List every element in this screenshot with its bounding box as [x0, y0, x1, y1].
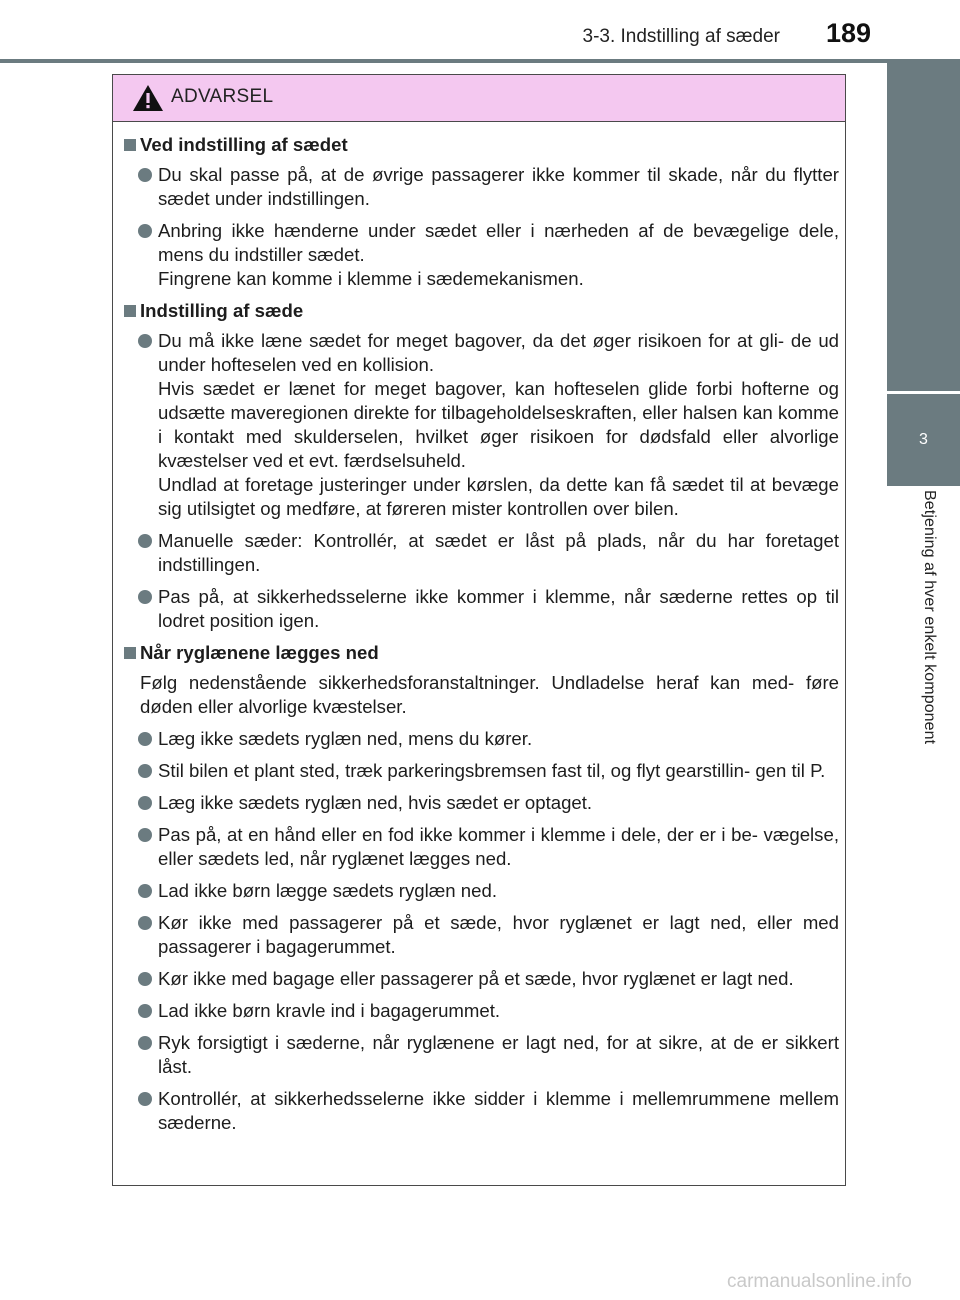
bullet-text: Undlad at foretage justeringer under kørslen, da dette kan få sædet til at bevæge sig utilsigtet og medføre, at føreren mister kontrollen over bilen. [158, 474, 839, 519]
circle-bullet-icon [138, 1036, 152, 1050]
bullet-item [124, 585, 839, 633]
bullet-text: Kør ikke med passagerer på et sæde, hvor ryglænet er lagt ned, eller med passagerer i bagagerummet. [158, 912, 839, 957]
circle-bullet-icon [138, 828, 152, 842]
bullet-item [124, 727, 839, 751]
square-bullet-icon [124, 139, 136, 151]
circle-bullet-icon [138, 916, 152, 930]
bullet-item [124, 967, 839, 991]
bullet-item [124, 791, 839, 815]
bullet-text: Anbring ikke hænderne under sædet eller i nærheden af de bevægelige dele, mens du indstiller sædet. [158, 220, 839, 265]
circle-bullet-icon [138, 972, 152, 986]
circle-bullet-icon [138, 224, 152, 238]
bullet-text: Ryk forsigtigt i sæderne, når ryglænene er lagt ned, for at sikre, at de er sikkert låst. [158, 1032, 839, 1077]
bullet-text: Læg ikke sædets ryglæn ned, hvis sædet er optaget. [158, 792, 593, 813]
warning-triangle-icon [132, 84, 164, 112]
section-heading [124, 299, 839, 323]
circle-bullet-icon [138, 534, 152, 548]
bullet-item [124, 1087, 839, 1135]
bullet-text: Læg ikke sædets ryglæn ned, mens du kører. [158, 728, 533, 749]
bullet-text: Kør ikke med bagage eller passagerer på et sæde, hvor ryglænet er lagt ned. [158, 968, 794, 989]
bullet-item [124, 823, 839, 871]
warning-content [124, 133, 839, 1143]
bullet-item [124, 329, 839, 521]
bullet-text: Lad ikke børn lægge sædets ryglæn ned. [158, 880, 497, 901]
bullet-text: Du må ikke læne sædet for meget bagover, da det øger risikoen for at gli- de ud under hofteselen ved en kollision. [158, 330, 839, 375]
bullet-item [124, 219, 839, 291]
bullet-text: Fingrene kan komme i klemme i sædemekanismen. [158, 268, 584, 289]
bullet-item [124, 1031, 839, 1079]
chapter-label: Betjening af hver enkelt komponent [921, 490, 938, 745]
bullet-item [124, 163, 839, 211]
circle-bullet-icon [138, 764, 152, 778]
bullet-item [124, 999, 839, 1023]
page-number: 189 [826, 18, 872, 48]
bullet-text: Lad ikke børn kravle ind i bagagerummet. [158, 1000, 501, 1021]
section-intro: Følg nedenstående sikkerhedsforanstaltninger. Undladelse heraf kan med- føre døden eller alvorlige kvæstelser. [140, 672, 839, 717]
circle-bullet-icon [138, 1004, 152, 1018]
warning-header [113, 75, 845, 122]
section-heading [124, 133, 839, 157]
section-heading [124, 641, 839, 665]
bullet-text: Manuelle sæder: Kontrollér, at sædet er låst på plads, når du har foretaget indstillingen. [158, 530, 839, 575]
chapter-number-tab: 3 [887, 394, 960, 486]
warning-box [112, 74, 846, 1186]
bullet-text: Pas på, at en hånd eller en fod ikke kommer i klemme i dele, der er i be- vægelse, eller sædets led, når ryglænet lægges ned. [158, 824, 839, 869]
bullet-text: Pas på, at sikkerhedsselerne ikke kommer i klemme, når sæderne rettes op til lodret position igen. [158, 586, 839, 631]
circle-bullet-icon [138, 732, 152, 746]
bullet-text: Stil bilen et plant sted, træk parkeringsbremsen fast til, og flyt gearstillin- gen til P. [158, 760, 826, 781]
circle-bullet-icon [138, 334, 152, 348]
bullet-text: Du skal passe på, at de øvrige passagerer ikke kommer til skade, når du flytter sædet under indstillingen. [158, 164, 839, 209]
bullet-item [124, 759, 839, 783]
section-heading-text: Når ryglænene lægges ned [140, 642, 379, 663]
header-rule [0, 59, 960, 63]
square-bullet-icon [124, 647, 136, 659]
bullet-text: Hvis sædet er lænet for meget bagover, kan hofteselen glide forbi hofterne og udsætte maveregionen direkte for tilbageholdelseskraften, eller halsen kan komme i kontakt med skulderselen, hvilket øger risikoen for dødsfald eller alvorlige kvæstelser ved et evt. færdselsuheld. [158, 378, 839, 471]
bullet-item [124, 911, 839, 959]
section-heading-text: Ved indstilling af sædet [140, 134, 348, 155]
bullet-item [124, 529, 839, 577]
circle-bullet-icon [138, 884, 152, 898]
circle-bullet-icon [138, 590, 152, 604]
watermark: carmanualsonline.info [727, 1271, 912, 1292]
bullet-text: Kontrollér, at sikkerhedsselerne ikke sidder i klemme i mellemrummene mellem sæderne. [158, 1088, 839, 1133]
bullet-item [124, 879, 839, 903]
section-heading-text: Indstilling af sæde [140, 300, 304, 321]
section-title: 3-3. Indstilling af sæder [582, 26, 780, 47]
side-tab-top [887, 63, 960, 391]
circle-bullet-icon [138, 1092, 152, 1106]
circle-bullet-icon [138, 168, 152, 182]
circle-bullet-icon [138, 796, 152, 810]
square-bullet-icon [124, 305, 136, 317]
warning-title: ADVARSEL [171, 86, 274, 107]
